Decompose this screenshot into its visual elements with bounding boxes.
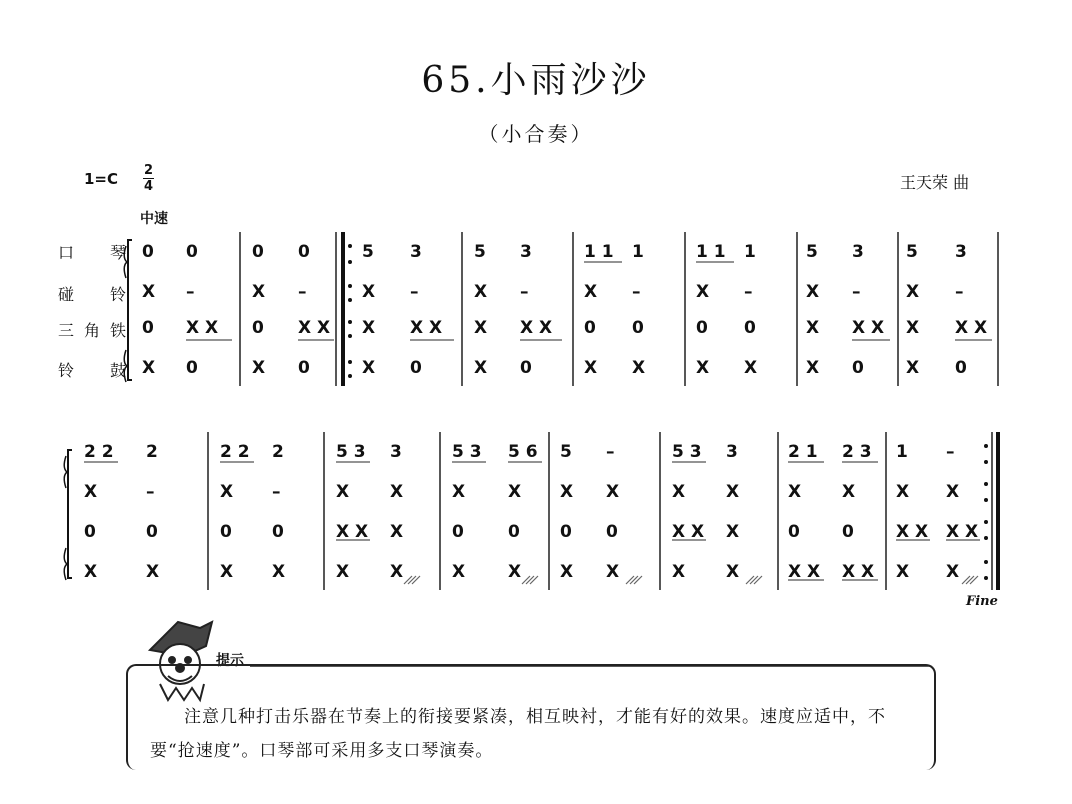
note-cell: X bbox=[452, 562, 466, 582]
note-cell: X bbox=[788, 482, 802, 502]
note-cell: X bbox=[806, 358, 820, 378]
note-cell: X bbox=[390, 522, 404, 542]
note-cell: – bbox=[946, 442, 955, 462]
note-cell: X bbox=[744, 358, 758, 378]
note-cell: 0 bbox=[788, 522, 800, 542]
note-cell: X bbox=[696, 358, 710, 378]
note-cell: – bbox=[852, 282, 861, 302]
note-cell: X bbox=[696, 282, 710, 302]
note-cell: X bbox=[946, 482, 960, 502]
note-cell: 2 bbox=[146, 442, 158, 462]
note-cell: X bbox=[584, 282, 598, 302]
instrument-label: 口琴 bbox=[58, 243, 126, 262]
note-cell: X bbox=[726, 482, 740, 502]
note-cell: – bbox=[410, 282, 419, 302]
note-cell: X X bbox=[298, 318, 331, 338]
note-cell: 5 bbox=[806, 242, 818, 262]
note-cell: 5 bbox=[906, 242, 918, 262]
note-cell: X bbox=[906, 318, 920, 338]
note-cell: X bbox=[606, 562, 620, 582]
note-cell: 3 bbox=[852, 242, 864, 262]
note-cell: – bbox=[298, 282, 307, 302]
note-cell: X X bbox=[520, 318, 553, 338]
composer-credit: 王天荣 曲 bbox=[900, 173, 970, 192]
page-subtitle: （小合奏） bbox=[478, 122, 594, 146]
note-cell: X bbox=[474, 318, 488, 338]
note-cell: 5 bbox=[362, 242, 374, 262]
instrument-label: 碰铃 bbox=[58, 285, 126, 304]
note-cell: X bbox=[84, 482, 98, 502]
note-cell: X X bbox=[186, 318, 219, 338]
time-signature-top: 2 bbox=[143, 163, 154, 178]
note-cell: 0 bbox=[272, 522, 284, 542]
note-cell: X bbox=[508, 562, 522, 582]
note-cell: 5 6 bbox=[508, 442, 538, 462]
note-cell: X X bbox=[946, 522, 979, 542]
note-cell: X bbox=[842, 482, 856, 502]
note-cell: X bbox=[220, 482, 234, 502]
note-cell: 3 bbox=[955, 242, 967, 262]
note-cell: X bbox=[896, 482, 910, 502]
instrument-label: 三角铁 bbox=[58, 321, 126, 340]
note-cell: X bbox=[142, 358, 156, 378]
key-signature: 1=C bbox=[84, 170, 119, 188]
note-cell: X bbox=[474, 358, 488, 378]
note-cell: X bbox=[906, 358, 920, 378]
note-cell: 5 3 bbox=[672, 442, 702, 462]
note-cell: – bbox=[606, 442, 615, 462]
note-cell: 0 bbox=[584, 318, 596, 338]
note-cell: X bbox=[146, 562, 160, 582]
note-cell: 1 1 bbox=[584, 242, 614, 262]
note-cell: X bbox=[560, 562, 574, 582]
note-cell: 1 bbox=[632, 242, 644, 262]
note-cell: 0 bbox=[632, 318, 644, 338]
note-cell: X bbox=[252, 282, 266, 302]
note-cell: X bbox=[272, 562, 286, 582]
note-cell: 0 bbox=[410, 358, 422, 378]
note-cell: 2 3 bbox=[842, 442, 872, 462]
note-cell: X bbox=[726, 522, 740, 542]
note-cell: X X bbox=[788, 562, 821, 582]
note-cell: 0 bbox=[560, 522, 572, 542]
note-cell: X bbox=[560, 482, 574, 502]
note-cell: 0 bbox=[186, 242, 198, 262]
note-cell: X bbox=[806, 318, 820, 338]
note-cell: 0 bbox=[852, 358, 864, 378]
note-cell: X bbox=[672, 482, 686, 502]
note-cell: 0 bbox=[146, 522, 158, 542]
note-cell: X X bbox=[410, 318, 443, 338]
tip-text: 注意几种打击乐器在节奏上的衔接要紧凑，相互映衬，才能有好的效果。速度应适中，不要“抢速度”。口琴部可采用多支口琴演奏。 bbox=[150, 707, 886, 761]
note-cell: 0 bbox=[606, 522, 618, 542]
note-cell: X bbox=[390, 482, 404, 502]
note-cell: 1 1 bbox=[696, 242, 726, 262]
note-cell: – bbox=[632, 282, 641, 302]
note-cell: 0 bbox=[842, 522, 854, 542]
note-cell: 3 bbox=[390, 442, 402, 462]
note-cell: 0 bbox=[744, 318, 756, 338]
note-cell: 5 bbox=[560, 442, 572, 462]
note-cell: – bbox=[955, 282, 964, 302]
note-cell: – bbox=[744, 282, 753, 302]
note-cell: 2 1 bbox=[788, 442, 818, 462]
time-signature-bottom: 4 bbox=[143, 179, 154, 194]
note-cell: 0 bbox=[84, 522, 96, 542]
note-cell: X bbox=[362, 358, 376, 378]
note-cell: X bbox=[806, 282, 820, 302]
note-cell: X bbox=[474, 282, 488, 302]
note-cell: – bbox=[272, 482, 281, 502]
note-cell: 5 3 bbox=[336, 442, 366, 462]
note-cell: X bbox=[362, 282, 376, 302]
note-cell: 5 3 bbox=[452, 442, 482, 462]
page-title: 65.小雨沙沙 bbox=[421, 60, 651, 101]
note-cell: 3 bbox=[410, 242, 422, 262]
note-cell: X X bbox=[955, 318, 988, 338]
note-cell: X bbox=[508, 482, 522, 502]
note-cell: 5 bbox=[474, 242, 486, 262]
note-cell: 3 bbox=[520, 242, 532, 262]
note-cell: X bbox=[142, 282, 156, 302]
note-cell: 0 bbox=[298, 358, 310, 378]
note-cell: X bbox=[336, 562, 350, 582]
note-cell: 2 2 bbox=[220, 442, 250, 462]
note-cell: 0 bbox=[252, 242, 264, 262]
note-cell: X bbox=[390, 562, 404, 582]
note-cell: – bbox=[520, 282, 529, 302]
instrument-label: 铃鼓 bbox=[58, 361, 126, 380]
note-cell: 2 bbox=[272, 442, 284, 462]
note-cell: X bbox=[672, 562, 686, 582]
note-cell: 0 bbox=[696, 318, 708, 338]
note-cell: 0 bbox=[452, 522, 464, 542]
note-cell: X X bbox=[842, 562, 875, 582]
note-cell: 2 2 bbox=[84, 442, 114, 462]
note-cell: 0 bbox=[142, 318, 154, 338]
note-cell: X bbox=[946, 562, 960, 582]
note-cell: X bbox=[336, 482, 350, 502]
note-cell: – bbox=[186, 282, 195, 302]
note-cell: 1 bbox=[744, 242, 756, 262]
note-cell: X X bbox=[896, 522, 929, 542]
note-cell: 0 bbox=[298, 242, 310, 262]
note-cell: X bbox=[362, 318, 376, 338]
tip-label: 提示 bbox=[216, 653, 244, 669]
note-cell: X bbox=[252, 358, 266, 378]
note-cell: X X bbox=[336, 522, 369, 542]
note-cell: 0 bbox=[220, 522, 232, 542]
note-cell: X bbox=[84, 562, 98, 582]
note-cell: X bbox=[452, 482, 466, 502]
note-cell: X bbox=[632, 358, 646, 378]
note-cell: X X bbox=[672, 522, 705, 542]
tempo-marking: 中速 bbox=[140, 211, 168, 227]
note-cell: X X bbox=[852, 318, 885, 338]
note-cell: 3 bbox=[726, 442, 738, 462]
fine-marking: Fine bbox=[966, 594, 998, 609]
note-cell: – bbox=[146, 482, 155, 502]
note-cell: 0 bbox=[252, 318, 264, 338]
note-cell: X bbox=[906, 282, 920, 302]
note-cell: 0 bbox=[955, 358, 967, 378]
note-cell: X bbox=[606, 482, 620, 502]
note-cell: X bbox=[220, 562, 234, 582]
note-cell: 0 bbox=[520, 358, 532, 378]
note-cell: X bbox=[726, 562, 740, 582]
note-cell: 1 bbox=[896, 442, 908, 462]
note-cell: 0 bbox=[508, 522, 520, 542]
note-cell: 0 bbox=[186, 358, 198, 378]
note-cell: X bbox=[584, 358, 598, 378]
note-cell: 0 bbox=[142, 242, 154, 262]
note-cell: X bbox=[896, 562, 910, 582]
